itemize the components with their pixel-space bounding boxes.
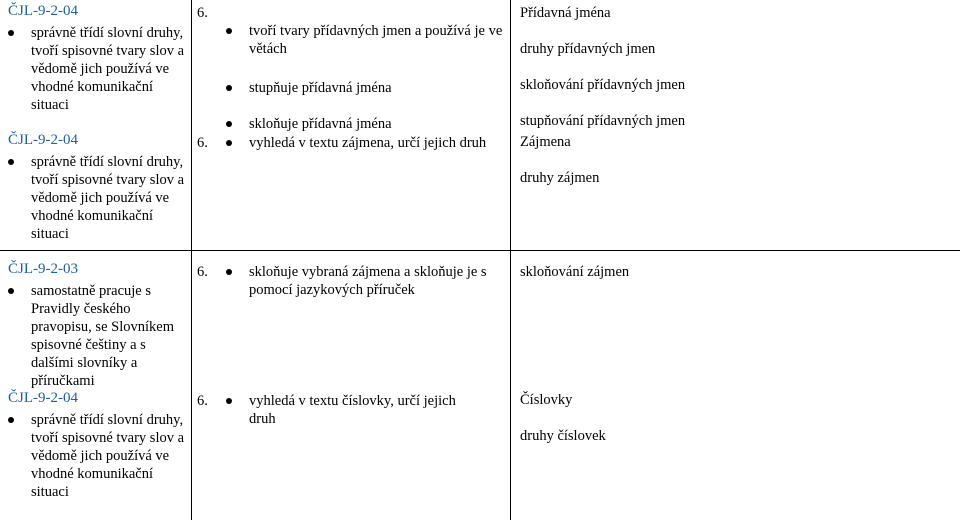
bullet-icon xyxy=(226,121,232,127)
grade-number: 6. xyxy=(197,135,208,151)
topic-item: stupňování přídavných jmen xyxy=(520,113,686,129)
competence-code: ČJL-9-2-04 xyxy=(8,390,78,406)
outcome-item xyxy=(226,263,508,299)
outcome-text: vyhledá v textu zájmena, určí jejich druh xyxy=(249,135,487,151)
grade-number: 6. xyxy=(197,264,208,280)
competence-text: správně třídí slovní druhy, tvoří spisovné tvary slov a vědomě jich používá ve vhodné komunikační situaci xyxy=(31,25,185,113)
competence-item xyxy=(8,153,188,243)
bullet-icon xyxy=(8,417,14,423)
topic-item: druhy přídavných jmen xyxy=(520,41,656,57)
outcome-item xyxy=(226,22,506,58)
outcome-item xyxy=(226,134,508,152)
outcome-text: skloňuje přídavná jména xyxy=(249,116,392,132)
competence-item xyxy=(8,282,186,390)
competence-item xyxy=(8,411,188,501)
topic-heading: Přídavná jména xyxy=(520,5,611,21)
grade-number: 6. xyxy=(197,393,208,409)
competence-code: ČJL-9-2-04 xyxy=(8,132,78,148)
competence-code: ČJL-9-2-04 xyxy=(8,3,78,19)
outcome-text: stupňuje přídavná jména xyxy=(249,80,392,96)
outcome-text: vyhledá v textu číslovky, určí jejich druh xyxy=(249,393,456,427)
competence-text: správně třídí slovní druhy, tvoří spisovné tvary slov a vědomě jich používá ve vhodné komunikační situaci xyxy=(31,154,185,242)
grade-number: 6. xyxy=(197,5,208,21)
outcome-text: skloňuje vybraná zájmena a skloňuje je s pomocí jazykových příruček xyxy=(249,264,487,298)
bullet-icon xyxy=(226,85,232,91)
outcome-text: tvoří tvary přídavných jmen a používá je ve větách xyxy=(249,23,503,57)
topic-item: druhy zájmen xyxy=(520,170,600,186)
competence-item xyxy=(8,24,188,114)
bullet-icon xyxy=(226,28,232,34)
row-divider xyxy=(0,250,960,251)
bullet-icon xyxy=(226,269,232,275)
outcome-item xyxy=(226,79,506,97)
topic-item: druhy číslovek xyxy=(520,428,606,444)
topic-heading: Číslovky xyxy=(520,392,573,408)
column-divider-1 xyxy=(191,0,192,520)
topic-heading: Zájmena xyxy=(520,134,571,150)
competence-text: správně třídí slovní druhy, tvoří spisovné tvary slov a vědomě jich používá ve vhodné komunikační situaci xyxy=(31,412,185,500)
column-divider-2 xyxy=(510,0,511,520)
topic-item: skloňování zájmen xyxy=(520,264,630,280)
bullet-icon xyxy=(8,159,14,165)
outcome-item xyxy=(226,115,506,133)
bullet-icon xyxy=(8,288,14,294)
bullet-icon xyxy=(226,398,232,404)
competence-text: samostatně pracuje s Pravidly českého pravopisu, se Slovníkem spisovné češtiny a s dalšími slovníky a příručkami xyxy=(31,283,174,389)
topic-item: skloňování přídavných jmen xyxy=(520,77,686,93)
bullet-icon xyxy=(226,140,232,146)
outcome-item xyxy=(226,392,486,428)
bullet-icon xyxy=(8,30,14,36)
competence-code: ČJL-9-2-03 xyxy=(8,261,78,277)
